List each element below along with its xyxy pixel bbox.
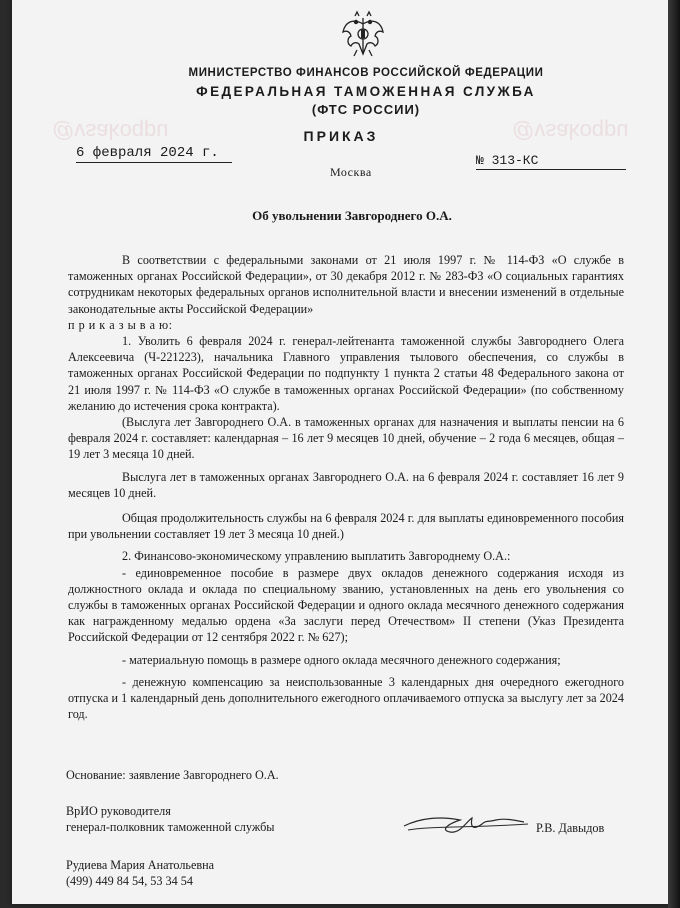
signatory-position: ВрИО руководителя xyxy=(66,804,171,818)
service-abbr: (ФТС РОССИИ) xyxy=(311,102,421,117)
background-edge xyxy=(668,0,680,908)
signatory-name: Р.В. Давыдов xyxy=(536,821,605,835)
order-city: Москва xyxy=(330,165,372,179)
bleed-through-watermark: @vsakoqpu xyxy=(512,119,629,144)
ministry-heading: МИНИСТЕРСТВО ФИНАНСОВ РОССИЙСКОЙ ФЕДЕРАЦИИ xyxy=(188,67,544,79)
coat-of-arms-emblem xyxy=(341,10,385,60)
clause-2: 2. Финансово-экономическому управлению выплатить Завгороднему О.А.: xyxy=(122,549,511,564)
clause-1-customs-service-length: Выслуга лет в таможенных органах Завгороднего О.А. на 6 февраля 2024 г. составляет 16 лет 9 месяцев 10 дней. xyxy=(68,469,624,500)
order-title: Об увольнении Завгороднего О.А. xyxy=(252,208,452,223)
clause-1: 1. Уволить 6 февраля 2024 г. генерал-лейтенанта таможенной службы Завгороднего Олега Алексеевича (Ч-221223), начальника Главного управления тылового обеспечения, со службы в таможенных органах Российской Федерации по подпункту 1 пункта 2 статьи 48 Федерального закона от 21 июля 1997 г. № 114-ФЗ «О службе в таможенных органах Российской Федерации» (по собственному желанию до истечения срока контракта). xyxy=(68,334,624,413)
order-number: № 313-КС xyxy=(476,153,626,170)
clause-1-total-service: Общая продолжительность службы на 6 февраля 2024 г. для выплаты единовременного пособия при увольнении составляет 19 лет 3 месяца 10 дней.) xyxy=(68,511,624,542)
clause-2-compensation: - денежную компенсацию за неиспользованные 3 календарных дня очередного ежегодного отпуска и 1 календарный день дополнительного ежегодного оплачиваемого отпуска за выслугу лет за 2024 год. xyxy=(68,674,624,722)
document-page xyxy=(12,0,670,904)
order-word: п р и к а з ы в а ю: xyxy=(68,317,173,332)
clause-2-lump-sum: - единовременное пособие в размере двух окладов денежного содержания исходя из должностного оклада и оклада по специальному званию, установленных на день его увольнения со службы в таможенных органах Российской Федерации и одного оклада месячного денежного содержания как награжденному медалью ордена «За заслуги перед Отечеством» II степени (Указ Президента Российской Федерации от 12 сентября 2022 г. № 627); xyxy=(68,565,624,645)
bleed-through-watermark: @vsakoqpu xyxy=(52,119,169,144)
clause-2-material-aid: - материальную помощь в размере одного оклада месячного денежного содержания; xyxy=(122,652,561,667)
intro-paragraph: В соответствии с федеральными законами от 21 июля 1997 г. № 114-ФЗ «О службе в таможенных органах Российской Федерации», от 30 декабря 2012 г. № 283-ФЗ «О социальных гарантиях сотрудникам некоторых федеральных органов исполнительной власти и внесении изменений в отдельные законодательные акты Российской Федерации» xyxy=(68,253,624,316)
author-name: Рудиева Мария Анатольевна xyxy=(66,858,215,872)
order-body xyxy=(68,252,624,722)
author-block xyxy=(66,857,214,889)
signatory-title xyxy=(66,803,274,835)
handwritten-signature xyxy=(400,808,530,838)
clause-1-service-length: (Выслуга лет Завгороднего О.А. в таможенных органах для назначения и выплаты пенсии на 6 февраля 2024 г. составляет: календарная – 16 лет 9 месяцев 10 дней, обучение – 2 года 6 месяцев, общая – 19 лет 3 месяца 10 дней. xyxy=(68,415,624,462)
author-phone: (499) 449 84 54, 53 34 54 xyxy=(66,874,193,888)
basis-line: Основание: заявление Завгороднего О.А. xyxy=(66,768,279,782)
document-type: ПРИКАЗ xyxy=(303,128,379,144)
signatory-rank: генерал-полковник таможенной службы xyxy=(66,820,275,834)
service-heading: ФЕДЕРАЛЬНАЯ ТАМОЖЕННАЯ СЛУЖБА xyxy=(196,84,536,99)
order-date: 6 февраля 2024 г. xyxy=(76,145,232,163)
